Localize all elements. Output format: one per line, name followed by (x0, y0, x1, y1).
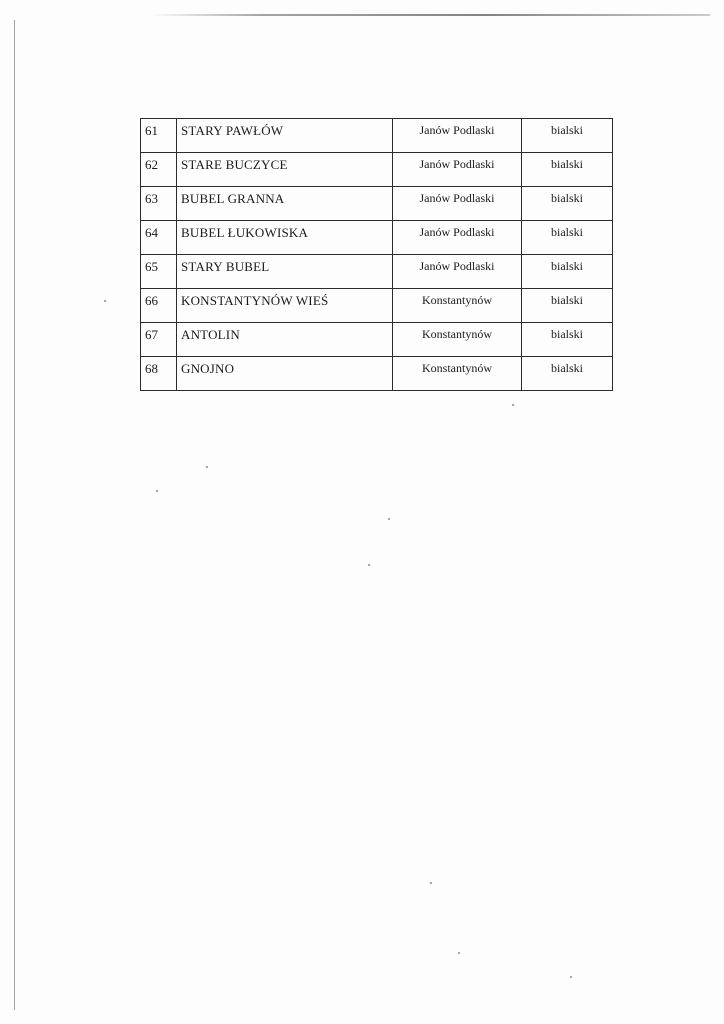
county-name: bialski (522, 221, 613, 255)
row-number: 67 (141, 323, 177, 357)
table-row (141, 289, 613, 323)
locality-name: GNOJNO (177, 357, 393, 391)
commune-name: Konstantynów (393, 357, 522, 391)
commune-name: Janów Podlaski (393, 187, 522, 221)
row-number: 63 (141, 187, 177, 221)
scan-speck (368, 564, 370, 566)
locality-name: ANTOLIN (177, 323, 393, 357)
table-row (141, 323, 613, 357)
scan-speck (104, 300, 106, 302)
table-row (141, 119, 613, 153)
commune-name: Janów Podlaski (393, 153, 522, 187)
row-number: 68 (141, 357, 177, 391)
row-number: 65 (141, 255, 177, 289)
row-number: 64 (141, 221, 177, 255)
table-row (141, 153, 613, 187)
row-number: 66 (141, 289, 177, 323)
locality-name: STARE BUCZYCE (177, 153, 393, 187)
commune-name: Konstantynów (393, 289, 522, 323)
locality-name: STARY PAWŁÓW (177, 119, 393, 153)
commune-name: Janów Podlaski (393, 119, 522, 153)
commune-name: Konstantynów (393, 323, 522, 357)
locality-name: KONSTANTYNÓW WIEŚ (177, 289, 393, 323)
scan-edge-left (14, 20, 15, 1010)
locality-name: BUBEL GRANNA (177, 187, 393, 221)
locality-name: STARY BUBEL (177, 255, 393, 289)
table-row (141, 357, 613, 391)
scan-speck (156, 490, 158, 492)
county-name: bialski (522, 153, 613, 187)
county-name: bialski (522, 357, 613, 391)
county-name: bialski (522, 323, 613, 357)
table-row (141, 187, 613, 221)
county-name: bialski (522, 187, 613, 221)
commune-name: Janów Podlaski (393, 221, 522, 255)
scan-speck (512, 404, 514, 406)
county-name: bialski (522, 255, 613, 289)
table-row (141, 221, 613, 255)
locality-name: BUBEL ŁUKOWISKA (177, 221, 393, 255)
scan-speck (430, 882, 432, 884)
scan-speck (458, 952, 460, 954)
row-number: 61 (141, 119, 177, 153)
scan-speck (388, 518, 390, 520)
row-number: 62 (141, 153, 177, 187)
scan-edge-top (150, 14, 710, 16)
county-name: bialski (522, 119, 613, 153)
table-row (141, 255, 613, 289)
scan-speck (570, 976, 572, 978)
localities-table (140, 118, 613, 391)
commune-name: Janów Podlaski (393, 255, 522, 289)
county-name: bialski (522, 289, 613, 323)
scan-speck (206, 466, 208, 468)
